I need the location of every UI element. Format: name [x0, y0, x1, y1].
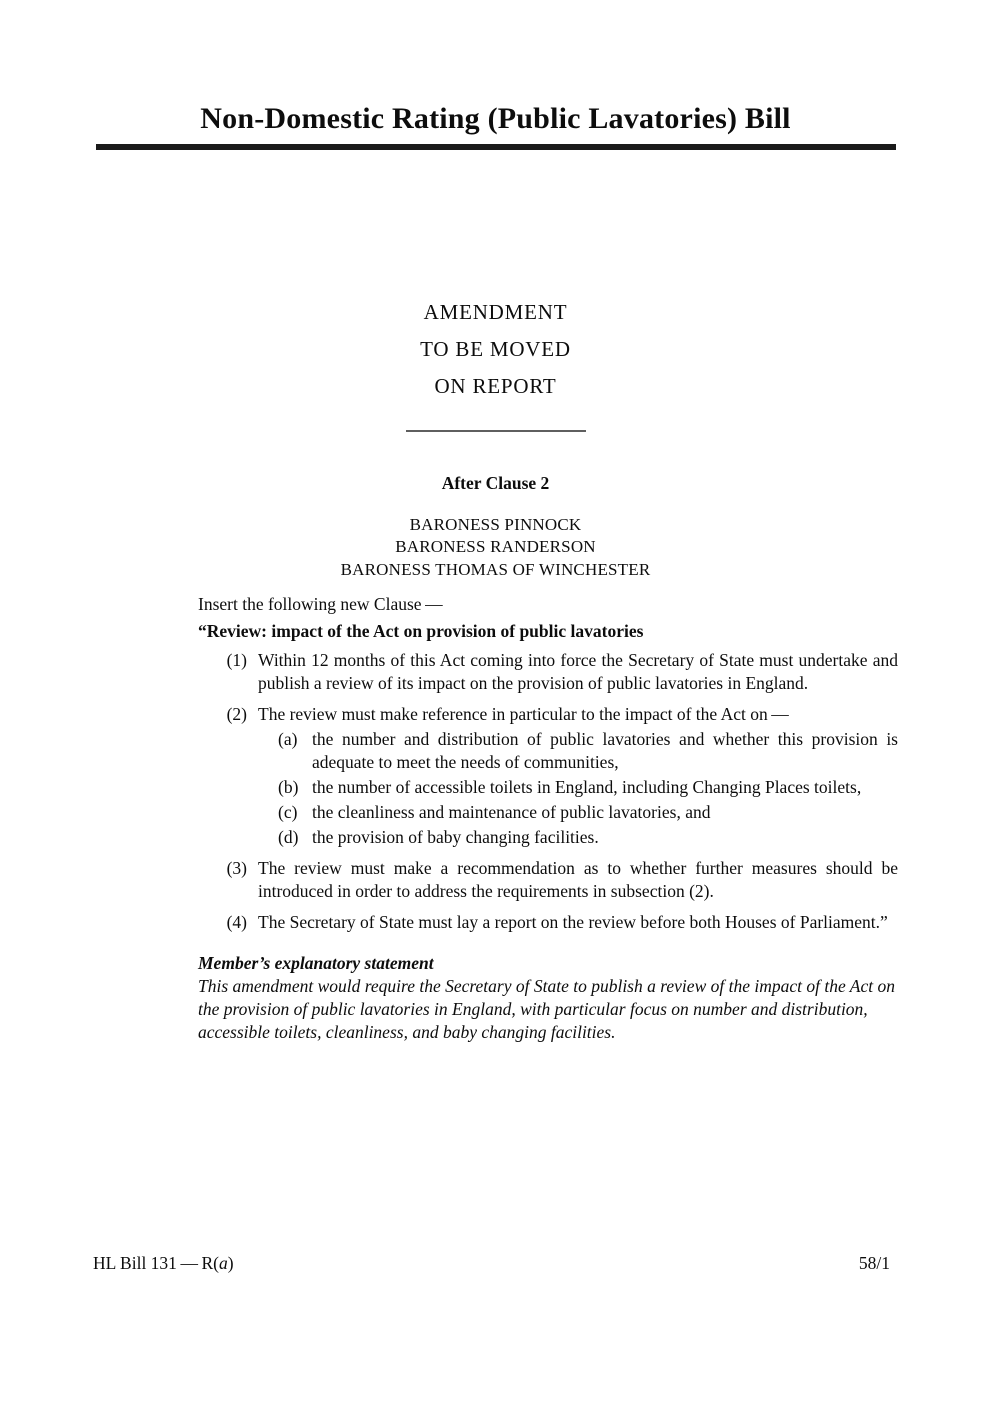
subsection-text: The review must make a recommendation as to whether further measures should be introduced in order to address the requirements in subsection (2). [258, 858, 898, 901]
subsection-3 [198, 857, 898, 903]
subitem-letter: (c) [278, 802, 298, 822]
subsection-number: (1) [226, 650, 247, 670]
sponsor-name: BARONESS RANDERSON [395, 537, 596, 556]
subsection-number: (4) [226, 912, 247, 932]
subitem-letter: (d) [278, 827, 299, 847]
sponsor-name: BARONESS THOMAS OF WINCHESTER [340, 559, 651, 579]
sponsor-list [0, 514, 991, 582]
subsection-1 [198, 649, 898, 695]
subitem-d [198, 826, 898, 849]
amendment-heading [0, 300, 991, 432]
clause-header [0, 473, 991, 582]
amendment-line-1: AMENDMENT [423, 299, 568, 324]
subsection-text: Within 12 months of this Act coming into force the Secretary of State must undertake and publish a review of its impact on the provision of public lavatories in England. [258, 650, 898, 693]
sponsor-name: BARONESS PINNOCK [409, 514, 582, 534]
subitem-text: the cleanliness and maintenance of public lavatories, and [312, 802, 711, 822]
bill-reference [93, 1253, 234, 1274]
subsection-text: The Secretary of State must lay a report on the review before both Houses of Parliament.” [258, 912, 888, 932]
subitem-b [198, 776, 898, 799]
explanatory-statement [198, 952, 898, 1044]
bill-reference-letter: a [218, 1253, 228, 1273]
bill-title: Non-Domestic Rating (Public Lavatories) Bill [200, 102, 791, 135]
subitem-c [198, 801, 898, 824]
subitem-letter: (b) [278, 777, 299, 797]
subitem-a [198, 728, 898, 774]
subsection-4 [198, 911, 898, 934]
separator-line [406, 430, 586, 432]
subitem-text: the number and distribution of public lavatories and whether this provision is adequate to meet the needs of communities, [312, 729, 898, 772]
explanatory-text: This amendment would require the Secretary of State to publish a review of the impact of the Act on the provision of public lavatories in England, with particular focus on number and distribution, accessible toilets, cleanliness, and baby changing facilities. [198, 976, 895, 1042]
subsection-number: (2) [226, 704, 247, 724]
page-footer [93, 1253, 890, 1274]
amendment-body [198, 593, 898, 1044]
explanatory-heading: Member’s explanatory statement [198, 953, 434, 973]
subitem-letter: (a) [278, 729, 298, 749]
subitem-text: the number of accessible toilets in England, including Changing Places toilets, [312, 777, 862, 797]
insert-instruction: Insert the following new Clause — [198, 594, 443, 614]
bill-reference-suffix: ) [227, 1253, 234, 1273]
bill-reference-prefix: HL Bill 131 — R( [93, 1253, 219, 1273]
title-band [0, 0, 991, 150]
amendment-line-2: TO BE MOVED [420, 336, 571, 361]
subsection-text: The review must make reference in particular to the impact of the Act on — [258, 704, 789, 724]
subsection-number: (3) [226, 858, 247, 878]
subitem-text: the provision of baby changing facilities. [312, 827, 599, 847]
title-double-rule [96, 144, 896, 150]
amendment-line-3: ON REPORT [434, 373, 557, 398]
after-clause-heading: After Clause 2 [441, 472, 550, 493]
amendment-number: 58/1 [858, 1253, 890, 1273]
new-clause-title: “Review: impact of the Act on provision of public lavatories [198, 621, 644, 641]
subsection-2 [198, 703, 898, 726]
